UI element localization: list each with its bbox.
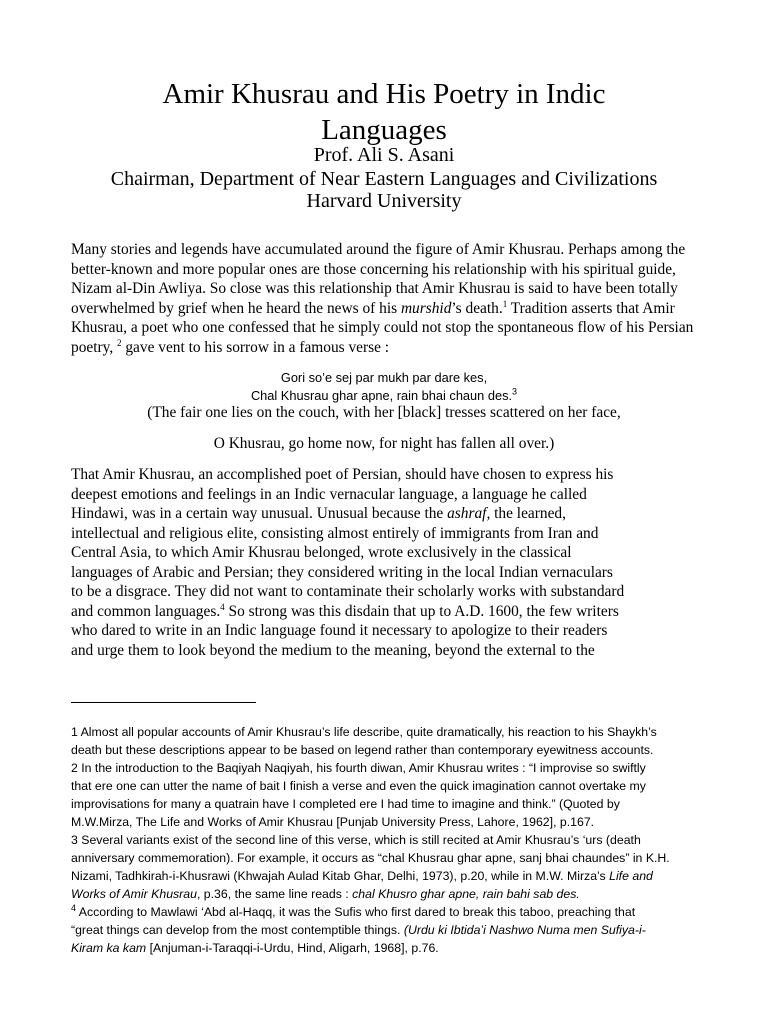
italic-term: ashraf,	[447, 505, 491, 522]
text-run: So strong was this disdain that up to A.D. 1600, the few writers	[224, 602, 619, 620]
paragraph-line	[71, 299, 711, 319]
footnote-ref[interactable]: 2	[117, 337, 122, 348]
footnote-line	[71, 885, 731, 903]
paragraph-line: languages of Arabic and Persian; they considered writing in the local Indian vernaculars	[71, 563, 613, 581]
document-title	[40, 76, 728, 148]
text-run: poetry,	[71, 338, 118, 356]
footnote-line: that ere one can utter the name of bait I finish a verse and even the quick imagination cannot overtake my	[71, 779, 646, 793]
author-affiliation: Chairman, Department of Near Eastern Languages and Civilizations	[110, 168, 658, 190]
footnote-line	[71, 921, 731, 939]
paragraph-line: intellectual and religious elite, consisting almost entirely of immigrants from Iran and	[71, 524, 599, 542]
footnote-line	[71, 939, 731, 957]
footnote-line: M.W.Mirza, The Life and Works of Amir Khusrau [Punjab University Press, Lahore, 1962], p.167.	[71, 815, 595, 829]
verse-line-1: Gori so’e sej par mukh par dare kes,	[280, 370, 488, 385]
footnote-line: 3 Several variants exist of the second line of this verse, which is still recited at Amir Khusrau’s ‘urs (death	[71, 833, 641, 847]
paragraph-line: who dared to write in an Indic language found it necessary to apologize to their readers	[71, 622, 608, 639]
title-line-1: Amir Khusrau and His Poetry in Indic	[162, 78, 606, 110]
footnote-number: 4	[71, 902, 77, 913]
footnote-line: 2 In the introduction to the Baqiyah Naqiyah, his fourth diwan, Amir Khusrau writes : “I improvise so swiftly	[71, 761, 646, 775]
paragraph-line	[71, 602, 711, 622]
paragraph-line: deepest emotions and feelings in an Indic vernacular language, a language he called	[71, 485, 587, 503]
paragraph-line	[71, 504, 711, 524]
italic-term: chal Khusro ghar apne, rain bahi sab des.	[352, 887, 580, 901]
text-run: “great things can develop from the most contemptible things.	[71, 923, 404, 937]
text-run: According to Mawlawi ‘Abd al-Haqq, it was the Sufis who first dared to break this taboo, preaching that	[76, 905, 636, 919]
paragraph-line: Khusrau, a poet who one confessed that he simply could not stop the spontaneous flow of his Persian	[71, 319, 694, 336]
paragraph-line: better-known and more popular ones are those concerning his relationship with his spiritual guide,	[71, 260, 676, 278]
text-run: and common languages.	[71, 602, 221, 620]
paragraph-line: and urge them to look beyond the medium to the meaning, beyond the external to the	[71, 641, 595, 659]
footnote-line: anniversary commemoration). For example, it occurs as “chal Khusrau ghar apne, sanj bhai chaundes” in K.H.	[71, 851, 670, 865]
paragraph-line: Central Asia, to which Amir Khusrau belonged, wrote exclusively in the classical	[71, 544, 572, 561]
paragraph-line: to be a disgrace. They did not want to contaminate their scholarly works with substandard	[71, 583, 625, 600]
text-run: the learned,	[490, 505, 566, 522]
footnote-line: death but these descriptions appear to be based on legend rather than contemporary eyewitness accounts.	[71, 743, 654, 757]
paragraph-line: Many stories and legends have accumulated around the figure of Amir Khusrau. Perhaps among the	[71, 241, 686, 258]
paragraph-intro	[71, 240, 711, 357]
footnotes	[71, 723, 731, 957]
verse-translation-2: O Khusrau, go home now, for night has fallen all over.)	[213, 435, 555, 452]
italic-term: (Urdu ki Ibtida’i Nashwo Numa men Sufiya-i-	[403, 923, 646, 937]
text-run: gave vent to his sorrow in a famous verse :	[121, 338, 390, 356]
footnote-line: improvisations for many a quatrain have I completed ere I had time to imagine and think.” (Quoted by	[71, 797, 620, 811]
paragraph-body	[71, 465, 711, 660]
footnote-line	[71, 867, 731, 885]
footnote-ref[interactable]: 1	[502, 298, 508, 309]
italic-term: murshid	[400, 299, 452, 317]
italic-term: Works of Amir Khusrau	[71, 887, 197, 901]
text-run: Chal Khusrau ghar apne, rain bhai chaun des.	[250, 388, 513, 403]
footnote-ref[interactable]: 4	[220, 601, 225, 612]
title-line-2: Languages	[321, 114, 447, 146]
text-run: Nizami, Tadhkirah-i-Khusrawi (Khwajah Aulad Kitab Ghar, Delhi, 1973), p.20, while in M.W. Mirza’s	[71, 869, 610, 883]
text-run: Tradition asserts that Amir	[507, 299, 675, 317]
verse-translation-1: (The fair one lies on the couch, with her [black] tresses scattered on her face,	[147, 404, 621, 421]
italic-term: Life and	[609, 869, 653, 883]
text-run: [Anjuman-i-Taraqqi-i-Urdu, Hind, Aligarh, 1968], p.76.	[146, 941, 439, 955]
text-run: overwhelmed by grief when he heard the news of his	[71, 299, 401, 317]
footnote-line	[71, 903, 731, 921]
footnote-separator	[71, 702, 256, 703]
paragraph-line	[71, 338, 711, 358]
italic-term: Kiram ka kam	[71, 941, 147, 955]
text-run: ’s death.	[451, 299, 503, 317]
author-university: Harvard University	[306, 190, 462, 212]
footnote-line: 1 Almost all popular accounts of Amir Khusrau’s life describe, quite dramatically, his reaction to his Shaykh’s	[71, 725, 657, 739]
text-run: Hindawi, was in a certain way unusual. Unusual because the	[71, 505, 448, 522]
footnote-ref[interactable]: 3	[512, 386, 518, 397]
text-run: , p.36, the same line reads :	[196, 887, 353, 901]
paragraph-line: That Amir Khusrau, an accomplished poet of Persian, should have chosen to express his	[71, 466, 614, 483]
paragraph-line: Nizam al-Din Awliya. So close was this relationship that Amir Khusrau is said to have been totally	[71, 280, 678, 297]
author-name: Prof. Ali S. Asani	[313, 144, 455, 166]
